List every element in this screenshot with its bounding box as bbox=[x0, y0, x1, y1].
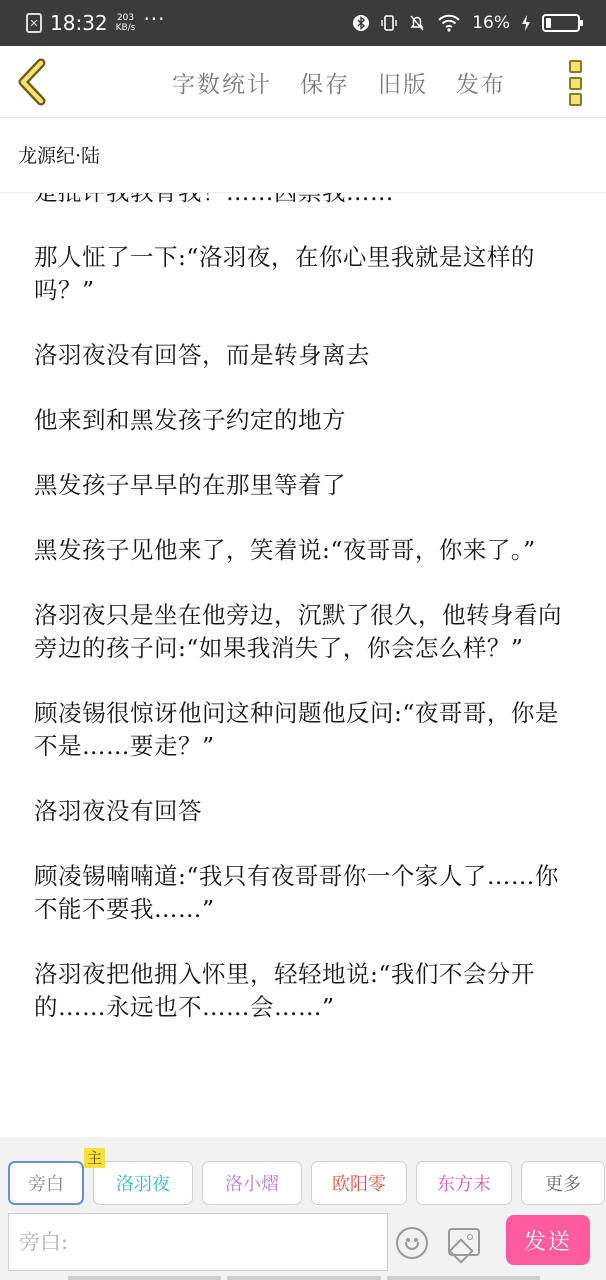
role-button[interactable] bbox=[8, 1161, 84, 1205]
smiley-icon[interactable] bbox=[396, 1227, 428, 1259]
composer-row bbox=[8, 1213, 606, 1273]
main-character-badge: 主 bbox=[84, 1148, 105, 1168]
story-paragraph: 他来到和黑发孩子约定的地方 bbox=[34, 406, 346, 434]
image-icon[interactable] bbox=[448, 1228, 480, 1256]
back-button[interactable] bbox=[12, 58, 52, 106]
role-label: 东方末 bbox=[437, 1174, 491, 1195]
story-paragraph: 洛羽夜只是坐在他旁边，沉默了很久，他转身看向旁边的孩子问:“如果我消失了，你会怎么样？” bbox=[34, 601, 562, 662]
story-paragraph: 黑发孩子见他来了，笑着说:“夜哥哥，你来了。” bbox=[34, 536, 536, 564]
battery-percent: 16% bbox=[472, 13, 510, 33]
editor-toolbar bbox=[0, 46, 606, 118]
role-button[interactable] bbox=[311, 1161, 407, 1205]
role-selector bbox=[8, 1149, 605, 1205]
role-label: 欧阳零 bbox=[332, 1174, 386, 1195]
story-paragraph: 洛羽夜没有回答 bbox=[34, 797, 202, 825]
more-menu-button[interactable] bbox=[564, 58, 586, 108]
battery-fill bbox=[546, 18, 551, 28]
save-button[interactable]: 保存 bbox=[300, 71, 350, 98]
story-paragraph: 洛羽夜没有回答，而是转身离去 bbox=[34, 341, 370, 369]
menu-square-icon bbox=[569, 77, 582, 90]
keyboard-hint-bar bbox=[68, 1276, 540, 1280]
story-paragraph: 那人怔了一下:“洛羽夜，在你心里我就是这样的吗？” bbox=[34, 243, 535, 304]
role-label: 更多 bbox=[545, 1174, 581, 1195]
wifi-icon bbox=[436, 14, 462, 32]
chapter-title[interactable]: 龙源纪·陆 bbox=[18, 145, 101, 167]
role-button[interactable] bbox=[202, 1161, 302, 1205]
status-right bbox=[352, 0, 580, 46]
publish-button[interactable]: 发布 bbox=[456, 71, 506, 98]
role-button[interactable] bbox=[521, 1161, 605, 1205]
story-paragraph: 黑发孩子早早的在那里等着了 bbox=[34, 471, 346, 499]
story-paragraph: 顾凌锡很惊讶他问这种问题他反问:“夜哥哥，你是不是……要走？” bbox=[34, 699, 559, 760]
dialogue-input[interactable]: 旁白: bbox=[8, 1213, 388, 1271]
role-button[interactable] bbox=[87, 1149, 193, 1205]
status-left bbox=[26, 0, 166, 46]
chapter-header bbox=[0, 119, 606, 193]
chevron-left-icon bbox=[15, 59, 49, 105]
toolbar-actions bbox=[172, 46, 534, 118]
story-paragraphs bbox=[34, 176, 579, 1056]
story-content[interactable] bbox=[0, 194, 606, 1136]
role-label: 洛羽夜 bbox=[116, 1174, 170, 1195]
role-label: 洛小熠 bbox=[225, 1174, 279, 1195]
network-speed-value: 203 bbox=[116, 13, 135, 23]
status-time: 18:32 bbox=[50, 11, 108, 35]
vibrate-icon bbox=[380, 14, 398, 32]
menu-square-icon bbox=[569, 60, 582, 73]
role-button[interactable] bbox=[416, 1161, 512, 1205]
story-paragraph: 顾凌锡喃喃道:“我只有夜哥哥你一个家人了……你不能不要我……” bbox=[34, 862, 559, 923]
story-paragraph: 洛羽夜把他拥入怀里，轻轻地说:“我们不会分开的……永远也不……会……” bbox=[34, 960, 535, 1021]
role-label: 旁白 bbox=[28, 1174, 64, 1195]
network-speed-unit: KB/s bbox=[115, 23, 136, 33]
more-notifications-dots: ··· bbox=[143, 7, 166, 31]
mute-bell-icon bbox=[408, 14, 426, 32]
status-bar bbox=[0, 0, 606, 46]
charging-icon bbox=[520, 14, 532, 32]
send-button[interactable]: 发送 bbox=[506, 1215, 590, 1265]
old-version-button[interactable]: 旧版 bbox=[378, 71, 428, 98]
menu-square-icon bbox=[569, 93, 582, 106]
network-speed bbox=[116, 13, 136, 33]
bluetooth-icon bbox=[352, 14, 370, 32]
word-count-button[interactable]: 字数统计 bbox=[172, 71, 272, 98]
close-box-icon: ✕ bbox=[26, 13, 42, 33]
battery-icon bbox=[542, 14, 580, 32]
composer-panel bbox=[0, 1137, 606, 1280]
